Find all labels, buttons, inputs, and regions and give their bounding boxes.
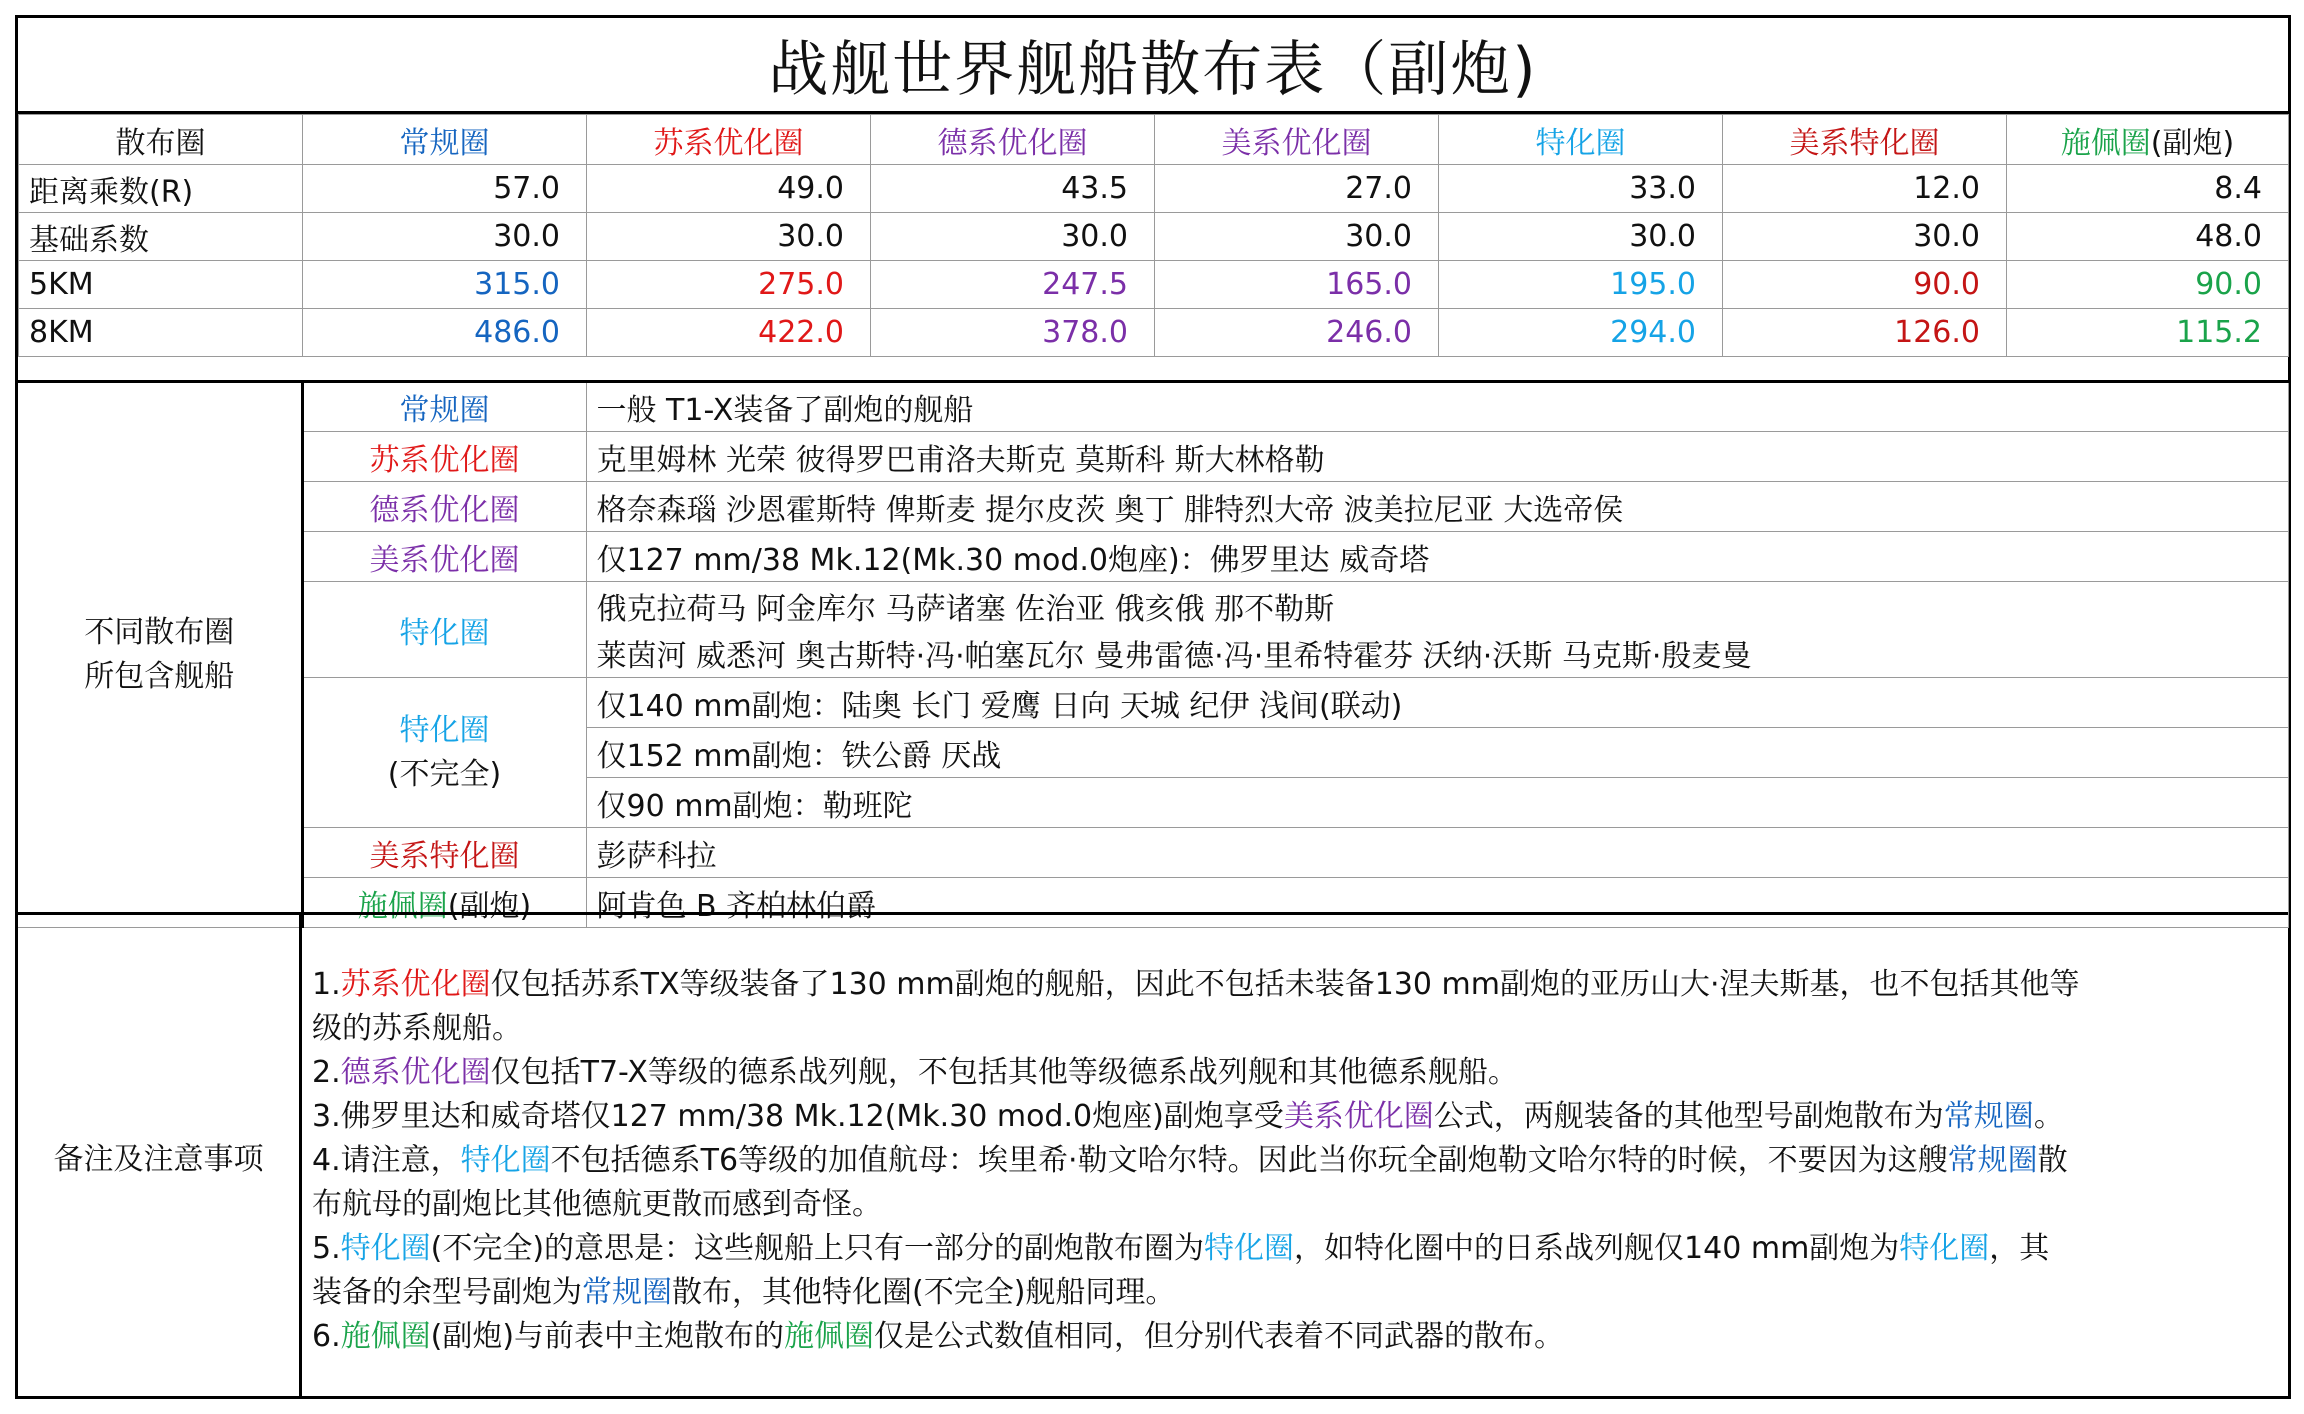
note-text: 仅是公式数值相同，但分别代表着不同武器的散布。 — [874, 1319, 1565, 1354]
note-keyword: 常规圈 — [1943, 1099, 2034, 1134]
note-keyword: 美系优化圈 — [1283, 1099, 1434, 1134]
cell: 294.0 — [1439, 309, 1723, 357]
col-header-normal: 常规圈 — [303, 115, 587, 165]
note-text: (副炮)与前表中主炮散布的 — [430, 1319, 785, 1354]
cell: 27.0 — [1155, 165, 1439, 213]
note-keyword: 苏系优化圈 — [340, 967, 491, 1002]
note-text: 1. — [312, 967, 341, 1002]
cell: 378.0 — [871, 309, 1155, 357]
note-6 — [312, 1315, 2274, 1359]
note-keyword: 特化圈 — [1899, 1231, 1990, 1266]
note-keyword: 特化圈 — [1204, 1231, 1295, 1266]
note-text: 散 — [2037, 1143, 2068, 1178]
note-text: 3.佛罗里达和威奇塔仅127 mm/38 Mk.12(Mk.30 mod.0炮座)副炮享受 — [312, 1099, 1284, 1134]
group-name: 苏系优化圈 — [302, 432, 586, 482]
ships-row — [18, 482, 2288, 532]
cell: 30.0 — [587, 213, 871, 261]
note-text: 公式，两舰装备的其他型号副炮散布为 — [1433, 1099, 1944, 1134]
cell: 57.0 — [303, 165, 587, 213]
note-1 — [312, 963, 2274, 1051]
note-text: 。 — [2033, 1099, 2064, 1134]
note-5 — [312, 1227, 2274, 1315]
note-text: 5. — [312, 1231, 341, 1266]
note-keyword: 施佩圈 — [784, 1319, 875, 1354]
note-4 — [312, 1139, 2274, 1227]
cell: 33.0 — [1439, 165, 1723, 213]
notes-body — [302, 915, 2288, 1396]
group-ships: 俄克拉荷马 阿金库尔 马萨诸塞 佐治亚 俄亥俄 那不勒斯 — [586, 582, 2288, 630]
cell: 90.0 — [1723, 261, 2007, 309]
group-name: 德系优化圈 — [302, 482, 586, 532]
note-keyword: 常规圈 — [582, 1275, 672, 1310]
ships-label-line1: 不同散布圈 — [84, 615, 235, 650]
cell: 275.0 — [587, 261, 871, 309]
ships-table — [18, 380, 2289, 928]
table-row — [19, 309, 2289, 357]
col-header-special: 特化圈 — [1439, 115, 1723, 165]
ships-label-line2: 所包含舰船 — [84, 659, 235, 694]
note-text: 4.请注意， — [312, 1143, 461, 1178]
note-text: ，如特化圈中的日系战列舰仅140 mm副炮为 — [1294, 1231, 1900, 1266]
note-keyword: 德系优化圈 — [340, 1055, 491, 1090]
cell: 30.0 — [1155, 213, 1439, 261]
dispersion-table — [18, 114, 2289, 357]
note-text: 不包括德系T6等级的加值航母：埃里希·勒文哈尔特。因此当你玩全副炮勒文哈尔特的时候，不要因为这艘 — [550, 1143, 1948, 1178]
cell: 30.0 — [871, 213, 1155, 261]
note-text: 布航母的副炮比其他德航更散而感到奇怪。 — [312, 1187, 882, 1222]
ships-row — [18, 382, 2288, 432]
ships-row — [18, 532, 2288, 582]
group-name-suffix: (副炮) — [447, 888, 532, 924]
cell: 43.5 — [871, 165, 1155, 213]
note-text: 6. — [312, 1319, 341, 1354]
cell: 30.0 — [303, 213, 587, 261]
row-label: 8KM — [19, 309, 303, 357]
note-3 — [312, 1095, 2274, 1139]
note-keyword: 特化圈 — [460, 1143, 551, 1178]
group-ships: 彭萨科拉 — [586, 828, 2288, 878]
note-2 — [312, 1051, 2274, 1095]
group-name: 特化圈 — [399, 712, 490, 748]
group-name: 美系特化圈 — [302, 828, 586, 878]
cell: 315.0 — [303, 261, 587, 309]
table-row — [19, 165, 2289, 213]
group-ships: 一般 T1-X装备了副炮的舰船 — [586, 382, 2288, 432]
cell: 30.0 — [1439, 213, 1723, 261]
group-ships: 仅140 mm副炮：陆奥 长门 爱鹰 日向 天城 纪伊 浅间(联动) — [586, 678, 2288, 728]
col-header-us-special: 美系特化圈 — [1723, 115, 2007, 165]
group-ships: 莱茵河 威悉河 奥古斯特·冯·帕塞瓦尔 曼弗雷德·冯·里希特霍芬 沃纳·沃斯 马克斯·殷麦曼 — [586, 630, 2288, 678]
group-name: 美系优化圈 — [302, 532, 586, 582]
cell: 246.0 — [1155, 309, 1439, 357]
ships-row — [18, 828, 2288, 878]
note-text: 级的苏系舰船。 — [312, 1011, 522, 1046]
cell: 115.2 — [2007, 309, 2289, 357]
row-label: 基础系数 — [19, 213, 303, 261]
note-text: 散布，其他特化圈(不完全)舰船同理。 — [672, 1275, 1176, 1310]
dispersion-sheet — [15, 15, 2291, 1399]
group-ships: 克里姆林 光荣 彼得罗巴甫洛夫斯克 莫斯科 斯大林格勒 — [586, 432, 2288, 482]
cell: 422.0 — [587, 309, 871, 357]
note-text: 2. — [312, 1055, 341, 1090]
note-text: 仅包括苏系TX等级装备了130 mm副炮的舰船，因此不包括未装备130 mm副炮的亚历山大·涅夫斯基，也不包括其他等 — [490, 967, 2080, 1002]
col-header-german: 德系优化圈 — [871, 115, 1155, 165]
note-keyword: 特化圈 — [340, 1231, 431, 1266]
col-header-soviet: 苏系优化圈 — [587, 115, 871, 165]
group-ships: 仅152 mm副炮：铁公爵 厌战 — [586, 728, 2288, 778]
table-row — [19, 213, 2289, 261]
cell: 49.0 — [587, 165, 871, 213]
col-header-spee-suffix: (副炮) — [2150, 125, 2235, 161]
cell: 165.0 — [1155, 261, 1439, 309]
table-row — [19, 261, 2289, 309]
note-text: (不完全)的意思是：这些舰船上只有一部分的副炮散布圈为 — [430, 1231, 1205, 1266]
notes-label: 备注及注意事项 — [18, 915, 302, 1396]
group-ships: 格奈森瑙 沙恩霍斯特 俾斯麦 提尔皮茨 奥丁 腓特烈大帝 波美拉尼亚 大选帝侯 — [586, 482, 2288, 532]
row-label: 5KM — [19, 261, 303, 309]
cell: 247.5 — [871, 261, 1155, 309]
cell: 126.0 — [1723, 309, 2007, 357]
cell: 90.0 — [2007, 261, 2289, 309]
col-header-us: 美系优化圈 — [1155, 115, 1439, 165]
group-ships: 阿肯色 B 齐柏林伯爵 — [586, 878, 2288, 928]
note-text: 装备的余型号副炮为 — [312, 1275, 582, 1310]
group-ships: 仅90 mm副炮：勒班陀 — [586, 778, 2288, 828]
cell: 48.0 — [2007, 213, 2289, 261]
table-header-row — [19, 115, 2289, 165]
cell: 8.4 — [2007, 165, 2289, 213]
ships-section-label — [18, 382, 302, 928]
page-title: 战舰世界舰船散布表（副炮) — [18, 18, 2288, 114]
col-header-spee — [2007, 115, 2289, 165]
group-name: 常规圈 — [302, 382, 586, 432]
group-name-partial — [302, 678, 586, 828]
group-name: 施佩圈 — [357, 888, 448, 924]
col-header-spee-name: 施佩圈 — [2060, 125, 2151, 161]
row-label: 距离乘数(R) — [19, 165, 303, 213]
group-ships: 仅127 mm/38 Mk.12(Mk.30 mod.0炮座)：佛罗里达 威奇塔 — [586, 532, 2288, 582]
group-name-suffix: (不完全) — [387, 756, 502, 792]
cell: 195.0 — [1439, 261, 1723, 309]
group-name: 特化圈 — [302, 582, 586, 678]
ships-row — [18, 582, 2288, 630]
cell: 486.0 — [303, 309, 587, 357]
header-label: 散布圈 — [19, 115, 303, 165]
ships-row — [18, 678, 2288, 728]
ships-row — [18, 432, 2288, 482]
cell: 12.0 — [1723, 165, 2007, 213]
note-keyword: 施佩圈 — [340, 1319, 431, 1354]
notes-section — [18, 912, 2288, 1396]
cell: 30.0 — [1723, 213, 2007, 261]
note-text: 仅包括T7-X等级的德系战列舰，不包括其他等级德系战列舰和其他德系舰船。 — [490, 1055, 1518, 1090]
note-text: ，其 — [1989, 1231, 2050, 1266]
note-keyword: 常规圈 — [1947, 1143, 2038, 1178]
